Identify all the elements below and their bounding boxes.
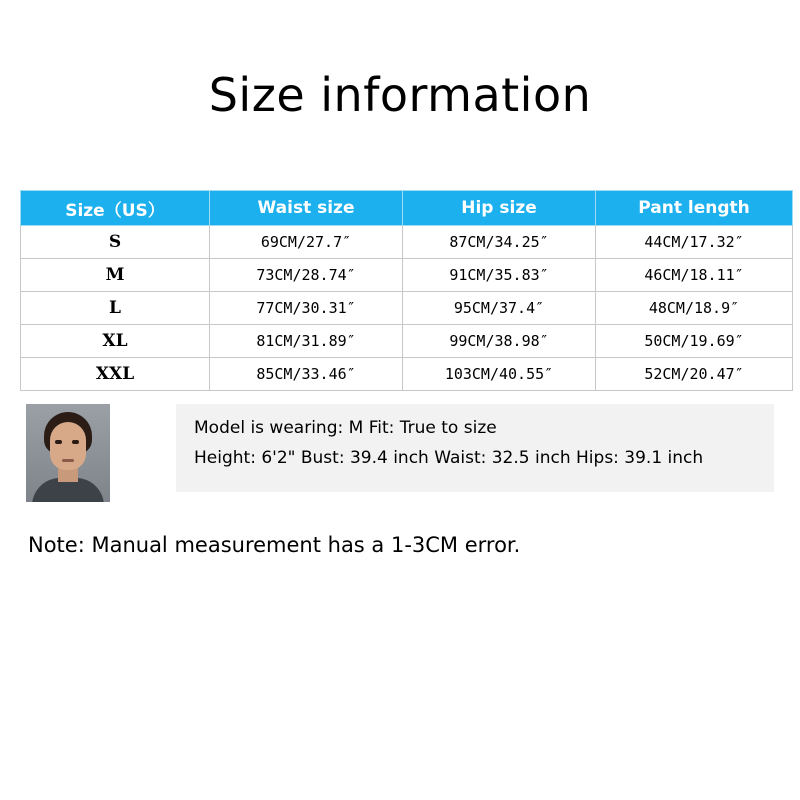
measurement-note: Note: Manual measurement has a 1-3CM error. <box>28 533 521 557</box>
cell-size: XXL <box>21 358 210 391</box>
photo-face <box>50 422 86 470</box>
table-row <box>21 358 793 391</box>
table-row <box>21 325 793 358</box>
table-header-row <box>21 191 793 226</box>
cell-pant-length: 50CM/19.69″ <box>596 325 793 358</box>
table-row <box>21 226 793 259</box>
cell-hip: 91CM/35.83″ <box>403 259 596 292</box>
cell-pant-length: 44CM/17.32″ <box>596 226 793 259</box>
cell-size: S <box>21 226 210 259</box>
cell-waist: 73CM/28.74″ <box>210 259 403 292</box>
model-measurements-line: Height: 6'2" Bust: 39.4 inch Waist: 32.5 inch Hips: 39.1 inch <box>194 448 704 468</box>
cell-waist: 69CM/27.7″ <box>210 226 403 259</box>
cell-waist: 81CM/31.89″ <box>210 325 403 358</box>
cell-pant-length: 46CM/18.11″ <box>596 259 793 292</box>
model-fit-line: Model is wearing: M Fit: True to size <box>194 418 497 438</box>
cell-pant-length: 52CM/20.47″ <box>596 358 793 391</box>
page-title: Size information <box>208 68 592 122</box>
model-photo <box>26 404 110 502</box>
column-header-hip: Hip size <box>403 191 596 226</box>
photo-mouth <box>62 459 74 462</box>
cell-hip: 103CM/40.55″ <box>403 358 596 391</box>
photo-eye-left <box>55 440 62 444</box>
size-table-container <box>20 190 780 391</box>
cell-waist: 85CM/33.46″ <box>210 358 403 391</box>
cell-waist: 77CM/30.31″ <box>210 292 403 325</box>
column-header-size: Size（US） <box>21 191 210 226</box>
column-header-waist: Waist size <box>210 191 403 226</box>
table-row <box>21 259 793 292</box>
cell-size: M <box>21 259 210 292</box>
size-table <box>20 190 793 391</box>
table-header <box>21 191 793 226</box>
cell-hip: 95CM/37.4″ <box>403 292 596 325</box>
cell-size: L <box>21 292 210 325</box>
cell-size: XL <box>21 325 210 358</box>
model-info-block <box>26 404 774 502</box>
table-body <box>21 226 793 391</box>
cell-hip: 99CM/38.98″ <box>403 325 596 358</box>
model-measurements-panel <box>176 404 774 492</box>
cell-pant-length: 48CM/18.9″ <box>596 292 793 325</box>
photo-eye-right <box>72 440 79 444</box>
cell-hip: 87CM/34.25″ <box>403 226 596 259</box>
column-header-pant-length: Pant length <box>596 191 793 226</box>
table-row <box>21 292 793 325</box>
